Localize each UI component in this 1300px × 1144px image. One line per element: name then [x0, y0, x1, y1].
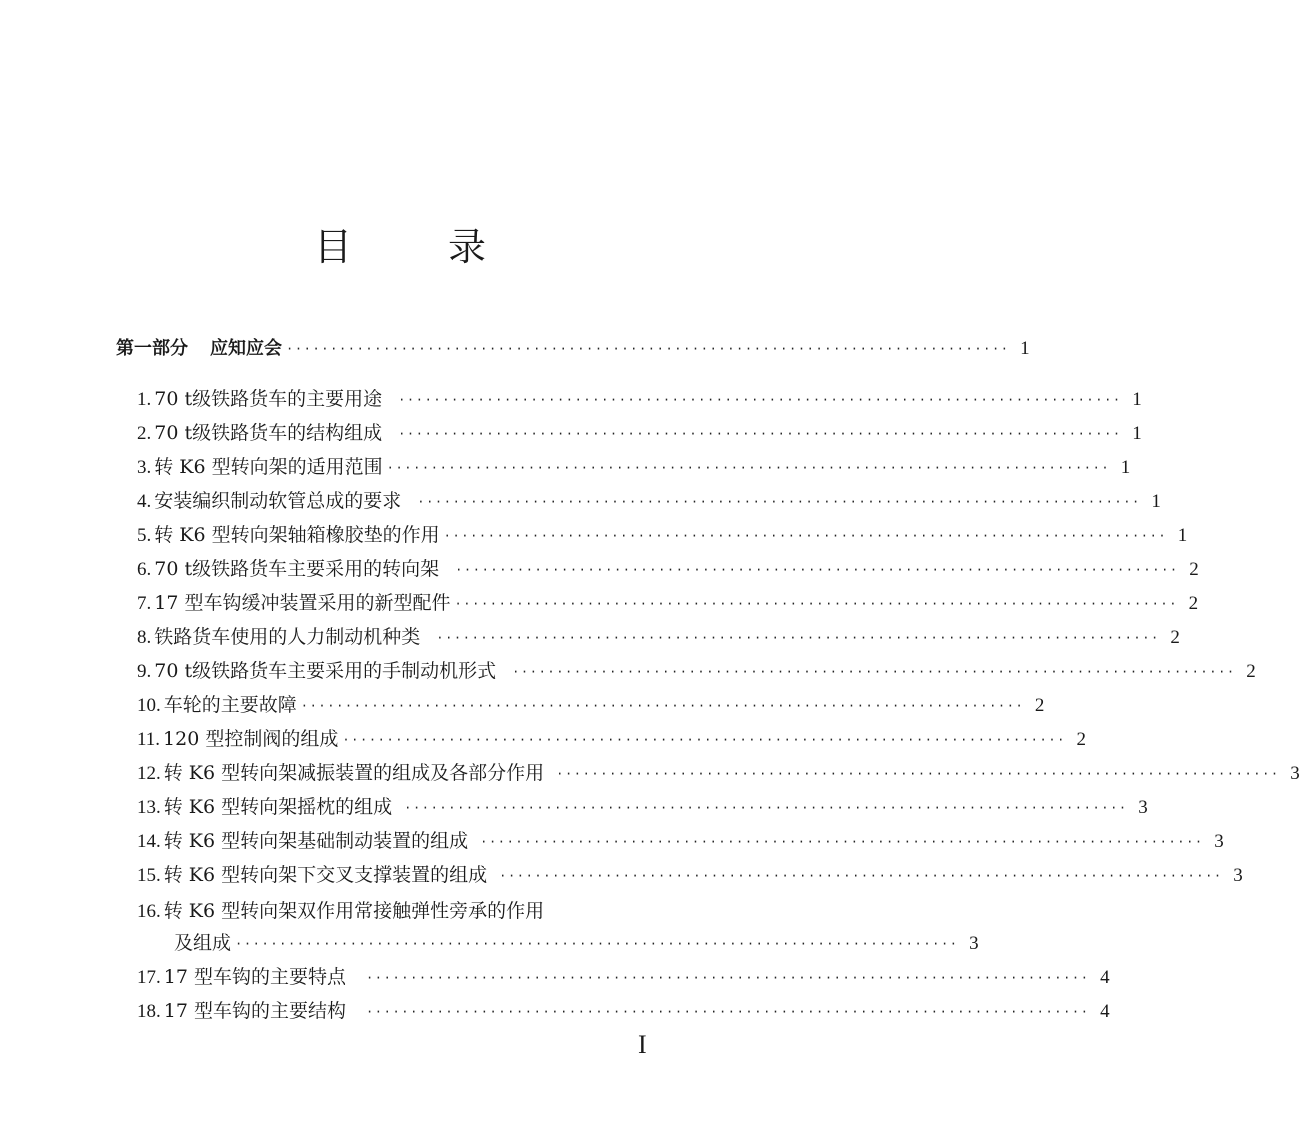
toc-entry[interactable]: [137, 962, 1110, 992]
toc-entry[interactable]: [137, 656, 1256, 686]
dot-leader: ··················································································: [556, 767, 1280, 781]
toc-page-number: 2: [1246, 661, 1256, 682]
toc-entry-title: 安装编织制动软管总成的要求: [154, 490, 402, 512]
toc-page-number: 1: [1177, 525, 1188, 546]
toc-entry[interactable]: [137, 996, 1110, 1026]
toc-entry[interactable]: [137, 384, 1142, 414]
page-title-char: 目: [313, 225, 448, 269]
dot-leader: ··················································································: [365, 1005, 1090, 1019]
toc-entry-title: 70 t级铁路货车主要采用的手制动机形式: [154, 660, 497, 682]
toc-entry-number: 6.: [137, 559, 152, 580]
toc-entry-number: 4.: [137, 491, 152, 512]
page-title-char: 录: [448, 225, 583, 269]
dot-leader: ··················································································: [480, 835, 1204, 849]
toc-entry-title: 70 t级铁路货车的主要用途: [154, 388, 383, 410]
dot-leader: ··················································································: [454, 597, 1179, 611]
toc-entry-title: 17 型车钩的主要特点: [163, 966, 346, 988]
toc-entry[interactable]: [137, 486, 1161, 516]
dot-leader: ··················································································: [286, 342, 1010, 356]
dot-leader: ··················································································: [436, 631, 1160, 645]
page-title: [0, 222, 800, 272]
toc-page-number: 3: [1290, 763, 1300, 784]
toc-entry-number: 15.: [137, 865, 161, 886]
toc-entry-title: 17 型车钩缓冲装置采用的新型配件: [154, 592, 451, 614]
toc-entry[interactable]: [137, 792, 1148, 822]
toc-entry[interactable]: [137, 724, 1086, 754]
toc-part-heading[interactable]: [116, 334, 1030, 364]
toc-entry-title: 转 K6 型转向架摇枕的组成: [163, 796, 393, 818]
toc-page-number: 2: [1170, 627, 1180, 648]
dot-leader: ··················································································: [443, 529, 1168, 543]
dot-leader: ··················································································: [455, 563, 1179, 577]
toc-page-number: 1: [1132, 423, 1142, 444]
toc-entry-number: 10.: [137, 695, 161, 716]
toc-entry-number: 8.: [137, 627, 152, 648]
toc-entry[interactable]: [137, 418, 1142, 448]
toc-entry-title-continued: 及组成: [174, 932, 232, 954]
toc-entry-title: 70 t级铁路货车主要采用的转向架: [154, 558, 440, 580]
dot-leader: ··················································································: [398, 427, 1122, 441]
part-name: 应知应会: [210, 338, 282, 359]
toc-page-number: 2: [1034, 695, 1045, 716]
toc-page-number: 3: [1233, 865, 1243, 886]
toc-entry-number: 16.: [137, 901, 161, 922]
toc-entry[interactable]: [137, 690, 1045, 720]
dot-leader: ··················································································: [342, 733, 1066, 747]
toc-entry[interactable]: [137, 860, 1243, 890]
toc-page-number: 2: [1076, 729, 1086, 750]
toc-page-number: 3: [1138, 797, 1148, 818]
dot-leader: ··················································································: [404, 801, 1128, 815]
dot-leader: ··················································································: [300, 699, 1025, 713]
toc-entry-title: 70 t级铁路货车的结构组成: [154, 422, 383, 444]
toc-page-number: 1: [1120, 457, 1131, 478]
dot-leader: ··················································································: [512, 665, 1236, 679]
toc-page-number: 2: [1188, 593, 1199, 614]
toc-entry-title: 17 型车钩的主要结构: [163, 1000, 346, 1022]
toc-entry-number: 3.: [137, 457, 152, 478]
toc-entry-number: 17.: [137, 967, 161, 988]
toc-entry-title: 120 型控制阀的组成: [163, 728, 339, 750]
dot-leader: ··················································································: [499, 869, 1223, 883]
dot-leader: ··················································································: [386, 461, 1111, 475]
toc-page-number: 4: [1100, 967, 1110, 988]
toc-entry-title: 转 K6 型转向架下交叉支撑装置的组成: [163, 864, 488, 886]
toc-entry[interactable]: [137, 758, 1300, 788]
dot-leader: ··················································································: [235, 937, 959, 951]
toc-page-number: 1: [1020, 338, 1030, 359]
toc-entry[interactable]: [137, 896, 544, 926]
toc-entry-number: 14.: [137, 831, 161, 852]
dot-leader: ··················································································: [398, 393, 1122, 407]
toc-entry[interactable]: [137, 588, 1199, 618]
toc-page-number: 1: [1132, 389, 1142, 410]
part-number: 第一部分: [116, 338, 188, 359]
toc-entry-title: 转 K6 型转向架减振装置的组成及各部分作用: [163, 762, 545, 784]
toc-entry-number: 7.: [137, 593, 152, 614]
toc-entry-number: 5.: [137, 525, 152, 546]
toc-page-number: 3: [1214, 831, 1224, 852]
toc-entry-number: 9.: [137, 661, 152, 682]
toc-entry-number: 12.: [137, 763, 161, 784]
toc-entry-title: 转 K6 型转向架的适用范围: [154, 456, 383, 478]
toc-page-number: 4: [1100, 1001, 1110, 1022]
toc-entry-title: 转 K6 型转向架基础制动装置的组成: [163, 830, 469, 852]
toc-entry[interactable]: [137, 554, 1199, 584]
toc-page-number: 2: [1189, 559, 1199, 580]
toc-entry-number: 1.: [137, 389, 152, 410]
toc-entry-title: 铁路货车使用的人力制动机种类: [154, 626, 421, 648]
toc-entry-title: 车轮的主要故障: [163, 694, 297, 716]
page-folio-number: I: [638, 1030, 647, 1059]
toc-entry[interactable]: [137, 520, 1188, 550]
toc-entry[interactable]: [137, 826, 1224, 856]
toc-page-number: 3: [969, 933, 979, 954]
dot-leader: ··················································································: [365, 971, 1090, 985]
toc-entry[interactable]: [137, 452, 1131, 482]
toc-entry-title: 转 K6 型转向架轴箱橡胶垫的作用: [154, 524, 440, 546]
toc-part-label: [116, 334, 282, 364]
toc-entry-number: 13.: [137, 797, 161, 818]
toc-entry-number: 18.: [137, 1001, 161, 1022]
toc-entry-number: 11.: [137, 729, 161, 750]
toc-entry-title: 转 K6 型转向架双作用常接触弹性旁承的作用: [163, 900, 545, 922]
toc-page-number: 1: [1151, 491, 1161, 512]
toc-entry-continuation[interactable]: [174, 928, 979, 958]
toc-entry[interactable]: [137, 622, 1180, 652]
toc-entry-number: 2.: [137, 423, 152, 444]
dot-leader: ··················································································: [417, 495, 1141, 509]
